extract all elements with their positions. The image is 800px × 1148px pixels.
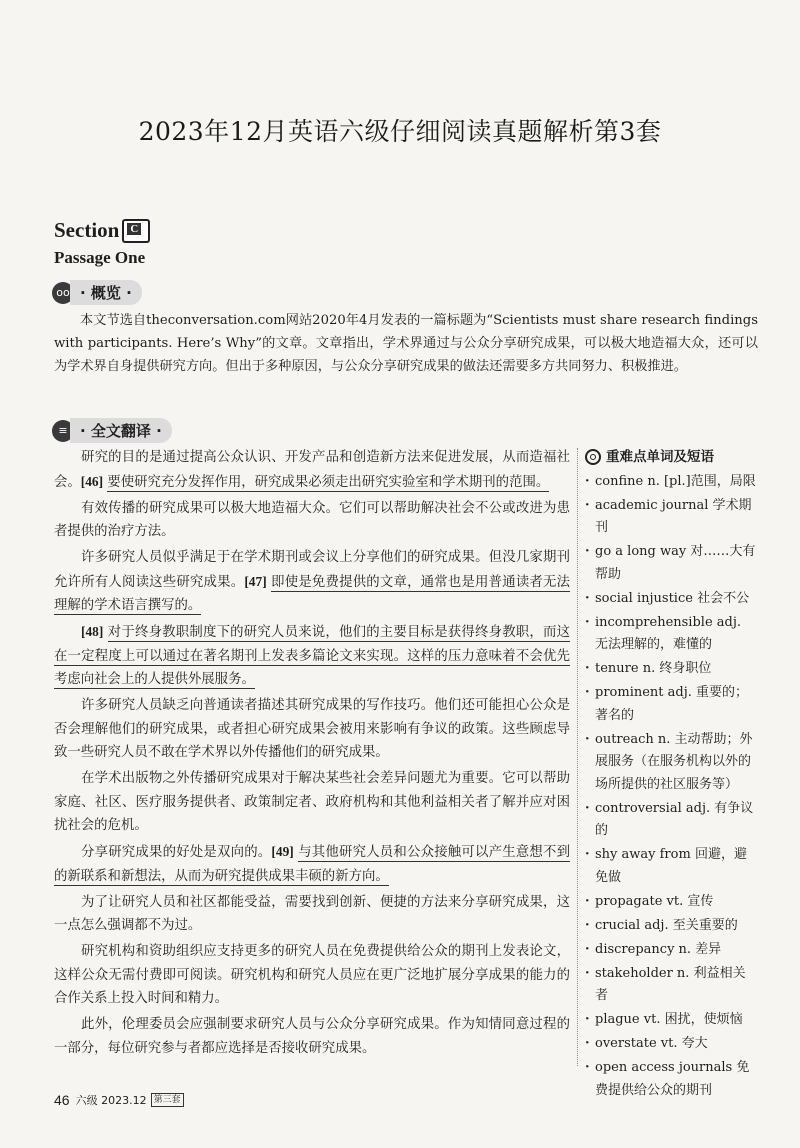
vocab-item: · prominent adj. 重要的；著名的	[585, 682, 757, 727]
vocab-item: · tenure n. 终身职位	[585, 658, 757, 681]
column-divider	[577, 448, 578, 1066]
question-number: [47]	[244, 573, 267, 589]
section-heading	[54, 218, 150, 243]
translation-label	[52, 418, 172, 443]
underlined-answer: 即使是免费提供的文章，通常也是用普通读者无法理解的学术语言撰写的。	[54, 574, 571, 613]
vocab-item: · overstate vt. 夸大	[585, 1033, 757, 1056]
issue-label: 六级 2023.12	[75, 1094, 147, 1107]
section-badge-letter: C	[127, 223, 141, 235]
vocab-item: · academic journal 学术期刊	[585, 495, 757, 540]
vocab-item: · incomprehensible adj. 无法理解的，难懂的	[585, 612, 757, 657]
spiral-icon	[585, 449, 601, 465]
translation-paragraph: 分享研究成果的好处是双向的。[49] 与其他研究人员和公众接触可以产生意想不到的新联系和新想法，从而为研究提供成果丰硕的新方向。	[54, 844, 571, 884]
vocab-item: · propagate vt. 宣传	[585, 891, 757, 914]
passage-title: Passage One	[54, 248, 146, 267]
underlined-answer: 要使研究充分发挥作用，研究成果必须走出研究实验室和学术期刊的范围。	[107, 474, 550, 490]
question-number: [48]	[81, 624, 104, 639]
vocab-item: · crucial adj. 至关重要的	[585, 915, 757, 938]
vocab-item: · social injustice 社会不公	[585, 588, 757, 611]
vocab-title	[585, 446, 757, 469]
vocab-item: · go a long way 对……大有帮助	[585, 541, 757, 586]
set-badge: 第三套	[151, 1093, 184, 1107]
glasses-icon: oo	[52, 282, 74, 304]
vocab-item: · open access journals 免费提供给公众的期刊	[585, 1057, 757, 1102]
translation-label-text: · 全文翻译 ·	[70, 418, 172, 443]
overview-label-text: · 概览 ·	[70, 280, 142, 305]
question-number: [49]	[271, 844, 294, 859]
underlined-answer: 对于终身教职制度下的研究人员来说，他们的主要目标是获得终身教职，而这在一定程度上可以通过在著名期刊上发表多篇论文来实现。这样的压力意味着不会优先考虑向社会上的人提供外展服务。	[54, 625, 570, 687]
vocab-item: · outreach n. 主动帮助；外展服务（在服务机构以外的场所提供的社区服务等）	[585, 729, 757, 797]
vocab-item: · discrepancy n. 差异	[585, 939, 757, 962]
overview-paragraph	[54, 309, 758, 378]
vocab-item: · confine n. [pl.]范围，局限	[585, 471, 757, 494]
overview-label	[52, 280, 142, 305]
vocab-list	[585, 471, 757, 1103]
translation-body	[54, 446, 570, 1063]
page-title: 2023年12月英语六级仔细阅读真题解析第3套	[138, 117, 662, 146]
translation-paragraph: 许多研究人员缺乏向普通读者描述其研究成果的写作技巧。他们还可能担心公众是否会理解他们的研究成果，或者担心研究成果会被用来影响有争议的政策。这些顾虑导致一些研究人员不敢在学术界以外传播他们的研究成果。	[54, 698, 570, 760]
underlined-answer: 与其他研究人员和公众接触可以产生意想不到的新联系和新想法，从而为研究提供成果丰硕的新方向。	[54, 845, 571, 884]
vocab-item: · controversial adj. 有争议的	[585, 798, 757, 843]
section-badge-icon	[122, 219, 150, 243]
translation-paragraph: 此外，伦理委员会应强制要求研究人员与公众分享研究成果。作为知情同意过程的一部分，每位研究参与者都应选择是否接收研究成果。	[54, 1017, 570, 1056]
page-footer	[54, 1092, 184, 1108]
page-number: 46	[54, 1092, 70, 1108]
translation-paragraph	[54, 620, 570, 692]
vocab-sidebar	[585, 446, 757, 1104]
translation-paragraph: 在学术出版物之外传播研究成果对于解决某些社会差异问题尤为重要。它可以帮助家庭、社区、医疗服务提供者、政策制定者、政府机构和其他利益相关者了解并应对困扰社会的危机。	[54, 771, 570, 833]
document-icon: ≡	[52, 420, 74, 442]
translation-paragraph: 为了让研究人员和社区都能受益，需要找到创新、便捷的方法来分享研究成果，这一点怎么强调都不为过。	[54, 894, 570, 933]
translation-paragraph: 研究机构和资助组织应支持更多的研究人员在免费提供给公众的期刊上发表论文，这样公众无需付费即可阅读。研究机构和研究人员应在更广泛地扩展分享成果的能力的合作关系上投入时间和精力。	[54, 944, 570, 1006]
overview-text: 本文节选自theconversation.com网站2020年4月发表的一篇标题为“Scientists must share research findings with participants. Here’s Why”的文章。文章指出，学术界通过与公众分享研究成果，可以极大地造福大众，还可以为学术界自身提供研究方向。但出于多种原因，与公众分享研究成果的做法还需要多方共同努力、积极推进。	[54, 313, 758, 374]
vocab-item: · stakeholder n. 利益相关者	[585, 963, 757, 1008]
vocab-title-text: 重难点单词及短语	[606, 449, 714, 465]
translation-paragraph: 许多研究人员似乎满足于在学术期刊或会议上分享他们的研究成果。但没几家期刊允许所有人阅读这些研究成果。[47] 即使是免费提供的文章，通常也是用普通读者无法理解的学术语言撰写的。	[54, 550, 571, 613]
translation-paragraph: 研究的目的是通过提高公众认识、开发产品和创造新方法来促进发展，从而造福社会。[46] 要使研究充分发挥作用，研究成果必须走出研究实验室和学术期刊的范围。	[54, 450, 570, 490]
translation-paragraph: 有效传播的研究成果可以极大地造福大众。它们可以帮助解决社会不公或改进为患者提供的治疗方法。	[54, 500, 570, 539]
question-number: [46]	[80, 473, 104, 489]
vocab-item: · plague vt. 困扰，使烦恼	[585, 1009, 757, 1032]
section-label: Section	[54, 218, 120, 242]
vocab-item: · shy away from 回避，避免做	[585, 844, 757, 889]
